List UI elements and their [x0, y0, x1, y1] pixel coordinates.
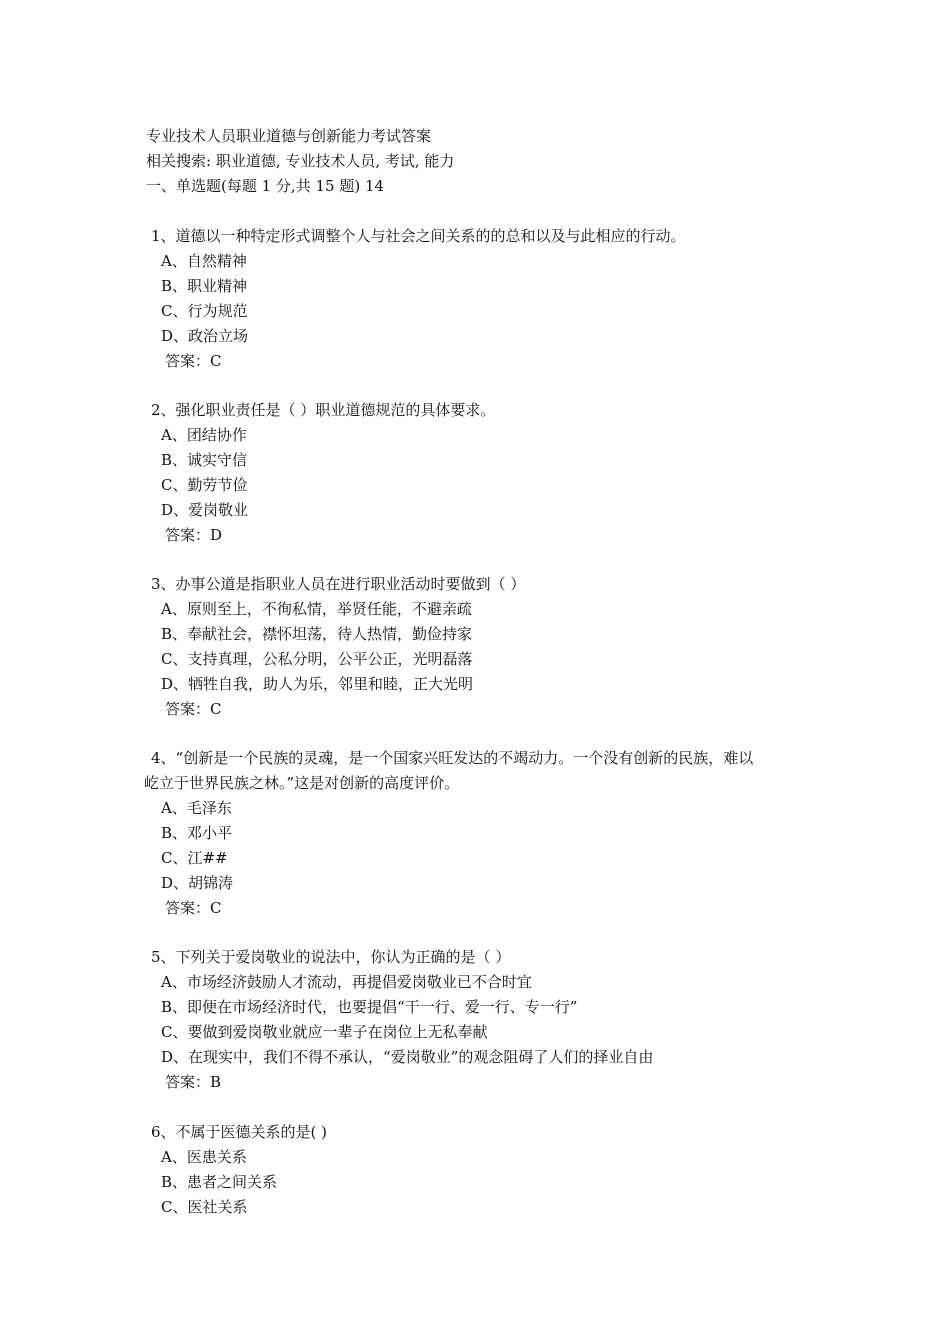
question-4-text-continued: 屹立于世界民族之林。”这是对创新的高度评价。: [144, 774, 460, 792]
question-6-option-b: B、患者之间关系: [161, 1173, 278, 1191]
question-3-text: 3、办事公道是指职业人员在进行职业活动时要做到（ ）: [151, 575, 526, 593]
question-3-option-d: D、牺牲自我，助人为乐，邻里和睦，正大光明: [161, 675, 474, 693]
question-2-option-d: D、爱岗敬业: [161, 501, 249, 519]
question-1-option-d: D、政治立场: [161, 327, 249, 345]
question-4-answer: 答案：C: [165, 899, 222, 917]
question-2-option-a: A、团结协作: [161, 426, 247, 444]
question-1-option-b: B、职业精神: [161, 277, 248, 295]
question-4-option-a: A、毛泽东: [161, 799, 232, 817]
question-2-option-b: B、诚实守信: [161, 451, 248, 469]
question-5-option-c: C、要做到爱岗敬业就应一辈子在岗位上无私奉献: [161, 1023, 488, 1041]
question-2-option-c: C、勤劳节俭: [161, 476, 248, 494]
question-5-option-b: B、即便在市场经济时代，也要提倡“干一行、爱一行、专一行”: [161, 998, 578, 1016]
related-search: 相关搜索: 职业道德, 专业技术人员, 考试, 能力: [146, 152, 455, 170]
question-6-option-c: C、医社关系: [161, 1198, 248, 1216]
question-5-answer: 答案：B: [165, 1073, 222, 1091]
section-heading: 一、单选题(每题 1 分,共 15 题) 14: [146, 177, 385, 195]
question-5-option-a: A、市场经济鼓励人才流动，再提倡爱岗敬业已不合时宜: [161, 973, 532, 991]
question-6-text: 6、不属于医德关系的是( ): [151, 1123, 328, 1141]
question-2-text: 2、强化职业责任是（ ）职业道德规范的具体要求。: [151, 401, 496, 419]
doc-title: 专业技术人员职业道德与创新能力考试答案: [146, 127, 432, 145]
question-3-option-b: B、奉献社会，襟怀坦荡，待人热情，勤俭持家: [161, 625, 473, 643]
question-5-option-d: D、在现实中，我们不得不承认，“爱岗敬业”的观念阻碍了人们的择业自由: [161, 1048, 654, 1066]
question-1-text: 1、道德以一种特定形式调整个人与社会之间关系的的总和以及与此相应的行动。: [151, 227, 686, 245]
question-2-answer: 答案：D: [165, 526, 223, 544]
question-4-option-c: C、江##: [161, 849, 228, 867]
question-1-option-a: A、自然精神: [161, 252, 247, 270]
question-1-option-c: C、行为规范: [161, 302, 248, 320]
question-5-text: 5、下列关于爱岗敬业的说法中，你认为正确的是（ ）: [151, 948, 511, 966]
question-6-option-a: A、医患关系: [161, 1148, 247, 1166]
question-1-answer: 答案：C: [165, 352, 222, 370]
question-4-option-b: B、邓小平: [161, 824, 233, 842]
question-4-option-d: D、胡锦涛: [161, 874, 234, 892]
question-3-answer: 答案：C: [165, 700, 222, 718]
question-4-text: 4、“创新是一个民族的灵魂，是一个国家兴旺发达的不竭动力。一个没有创新的民族，难以: [151, 749, 754, 767]
question-3-option-a: A、原则至上，不徇私情，举贤任能，不避亲疏: [161, 600, 472, 618]
question-3-option-c: C、支持真理，公私分明，公平公正，光明磊落: [161, 650, 473, 668]
